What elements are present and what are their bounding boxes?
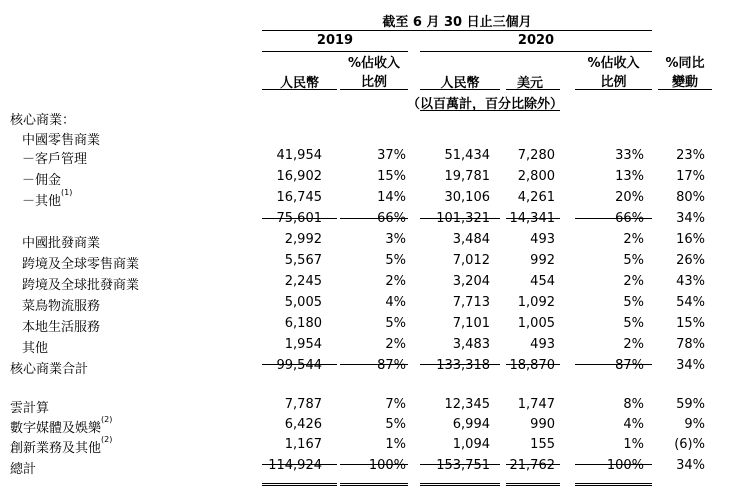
cell-rmb-2019: 1,954 [284, 337, 322, 352]
cell-pct-2020: 66% [615, 211, 644, 226]
cell-pct-2019: 66% [377, 211, 406, 226]
cell-pct-2020: 5% [623, 316, 644, 331]
total-rule [340, 464, 408, 465]
cell-pct-2019: 15% [377, 169, 406, 184]
cell-usd-2020: 18,870 [509, 358, 555, 373]
cell-usd-2020: 493 [530, 337, 555, 352]
cell-yoy-change: 59% [676, 397, 705, 412]
cell-pct-2019: 3% [385, 232, 406, 247]
row-label-text: 中國零售商業 [22, 133, 101, 148]
cell-yoy-change: 54% [676, 295, 705, 310]
cell-pct-2020: 1% [623, 437, 644, 452]
cell-pct-2019: 87% [377, 358, 406, 373]
cell-yoy-change: 34% [676, 358, 705, 373]
grand-total-rule [340, 483, 408, 486]
divider [262, 89, 337, 90]
cell-yoy-change: 80% [676, 190, 705, 205]
cell-usd-2020: 1,092 [517, 295, 555, 310]
cell-usd-2020: 1,747 [517, 397, 555, 412]
row-label-text: 跨境及全球零售商業 [22, 257, 140, 272]
year-2019-heading: 2019 [316, 33, 354, 48]
row-label-text: 中國批發商業 [22, 236, 101, 251]
cell-pct-2020: 8% [623, 397, 644, 412]
cell-pct-2020: 5% [623, 253, 644, 268]
cell-yoy-change: 23% [676, 148, 705, 163]
cell-rmb-2019: 6,180 [284, 316, 322, 331]
divider [575, 89, 652, 90]
cell-rmb-2020: 7,101 [452, 316, 490, 331]
row-label-text: 其他 [22, 341, 49, 356]
cell-rmb-2019: 7,787 [284, 397, 322, 412]
cell-pct-2020: 5% [623, 295, 644, 310]
cell-pct-2020: 2% [623, 232, 644, 247]
row-label [10, 437, 112, 456]
row-label [22, 190, 72, 209]
divider [420, 110, 560, 111]
row-label-text: 核心商業： [10, 113, 76, 128]
col-pct-2020-line2: 比例 [600, 75, 627, 90]
cell-rmb-2019: 99,544 [276, 358, 322, 373]
cell-pct-2019: 5% [385, 417, 406, 432]
total-rule [262, 464, 337, 465]
cell-pct-2020: 100% [606, 458, 644, 473]
cell-yoy-change: 16% [676, 232, 705, 247]
row-label-text: 創新業務及其他 [10, 441, 102, 456]
cell-rmb-2019: 2,245 [284, 274, 322, 289]
cell-usd-2020: 14,341 [509, 211, 555, 226]
row-label-text: 跨境及全球批發商業 [22, 278, 140, 293]
cell-yoy-change: 78% [676, 337, 705, 352]
cell-usd-2020: 21,762 [509, 458, 555, 473]
cell-pct-2020: 13% [615, 169, 644, 184]
cell-usd-2020: 992 [530, 253, 555, 268]
grand-total-rule [420, 483, 500, 486]
cell-usd-2020: 2,800 [517, 169, 555, 184]
cell-yoy-change: 15% [676, 316, 705, 331]
cell-yoy-change: 34% [676, 458, 705, 473]
cell-pct-2020: 33% [615, 148, 644, 163]
row-label [10, 417, 112, 436]
col-rmb-2019: 人民幣 [279, 76, 319, 91]
cell-yoy-change: 26% [676, 253, 705, 268]
cell-pct-2020: 2% [623, 337, 644, 352]
cell-rmb-2020: 153,751 [436, 458, 490, 473]
cell-pct-2019: 37% [377, 148, 406, 163]
cell-usd-2020: 990 [530, 417, 555, 432]
year-2020-heading: 2020 [517, 33, 555, 48]
cell-rmb-2019: 75,601 [276, 211, 322, 226]
total-rule [420, 464, 500, 465]
row-label [10, 397, 49, 416]
row-label-text: 本地生活服務 [22, 320, 101, 335]
subtotal-rule [420, 218, 500, 219]
cell-pct-2019: 100% [368, 458, 406, 473]
row-label [22, 148, 87, 167]
cell-rmb-2019: 114,924 [268, 458, 322, 473]
cell-pct-2019: 7% [385, 397, 406, 412]
cell-rmb-2020: 3,204 [452, 274, 490, 289]
row-label-text: －佣金 [22, 173, 62, 188]
row-label-text: 數字媒體及娛樂 [10, 421, 102, 436]
core-total-rule [506, 364, 560, 365]
unit-note: （以百萬計，百分比除外） [406, 97, 563, 112]
row-label [22, 295, 100, 314]
col-rmb-2020: 人民幣 [440, 76, 480, 91]
cell-pct-2020: 20% [615, 190, 644, 205]
divider [262, 30, 652, 31]
col-pct-2019-line2: 比例 [360, 75, 387, 90]
cell-usd-2020: 1,005 [517, 316, 555, 331]
row-label-text: 總計 [10, 462, 37, 477]
cell-usd-2020: 7,280 [517, 148, 555, 163]
cell-rmb-2019: 2,992 [284, 232, 322, 247]
cell-usd-2020: 155 [530, 437, 555, 452]
col-pct-2020-line1: %佔收入 [587, 56, 640, 71]
core-total-rule [575, 364, 652, 365]
row-label-text: －其他 [22, 194, 62, 209]
cell-yoy-change: 43% [676, 274, 705, 289]
row-label [22, 169, 61, 188]
grand-total-rule [575, 483, 652, 486]
cell-pct-2019: 5% [385, 253, 406, 268]
row-label-text: 雲計算 [10, 401, 50, 416]
cell-pct-2020: 4% [623, 417, 644, 432]
cell-rmb-2020: 7,012 [452, 253, 490, 268]
cell-pct-2019: 14% [377, 190, 406, 205]
row-label-text: 菜鳥物流服務 [22, 299, 101, 314]
row-label [22, 337, 48, 356]
divider [658, 89, 712, 90]
row-label [22, 316, 100, 335]
cell-usd-2020: 493 [530, 232, 555, 247]
row-label [10, 109, 75, 128]
cell-rmb-2020: 30,106 [444, 190, 490, 205]
subtotal-rule [262, 218, 337, 219]
total-rule [575, 464, 652, 465]
footnote-marker: (1) [61, 188, 73, 197]
row-label [22, 129, 100, 148]
cell-rmb-2019: 5,567 [284, 253, 322, 268]
cell-usd-2020: 454 [530, 274, 555, 289]
col-pct-2019-line1: %佔收入 [347, 56, 401, 71]
core-total-rule [340, 364, 408, 365]
cell-rmb-2019: 5,005 [284, 295, 322, 310]
grand-total-rule [506, 483, 560, 486]
cell-yoy-change: 34% [676, 211, 705, 226]
subtotal-rule [506, 218, 560, 219]
cell-rmb-2020: 51,434 [444, 148, 490, 163]
divider [420, 89, 500, 90]
cell-usd-2020: 4,261 [517, 190, 555, 205]
subtotal-rule [575, 218, 652, 219]
period-title: 截至 6 月 30 日止三個月 [382, 15, 532, 30]
cell-pct-2019: 5% [385, 316, 406, 331]
cell-pct-2019: 2% [385, 274, 406, 289]
cell-rmb-2019: 41,954 [276, 148, 322, 163]
cell-pct-2020: 87% [615, 358, 644, 373]
cell-rmb-2020: 133,318 [436, 358, 490, 373]
subtotal-rule [340, 218, 408, 219]
cell-rmb-2020: 6,994 [452, 417, 490, 432]
cell-rmb-2020: 101,321 [436, 211, 490, 226]
cell-rmb-2020: 7,713 [452, 295, 490, 310]
total-rule [506, 464, 560, 465]
cell-rmb-2019: 16,902 [276, 169, 322, 184]
row-label-text: －客戶管理 [22, 152, 88, 167]
divider [506, 89, 560, 90]
core-total-rule [420, 364, 500, 365]
cell-yoy-change: 9% [684, 417, 705, 432]
core-total-rule [262, 364, 337, 365]
row-label [22, 274, 139, 293]
col-yoy-line2: 變動 [671, 75, 698, 90]
footnote-marker: (2) [101, 435, 113, 444]
row-label [22, 253, 139, 272]
row-label [10, 458, 36, 477]
cell-pct-2019: 1% [385, 437, 406, 452]
divider [340, 89, 408, 90]
grand-total-rule [262, 483, 337, 486]
cell-yoy-change: (6)% [674, 437, 705, 452]
cell-rmb-2019: 16,745 [276, 190, 322, 205]
cell-pct-2019: 4% [385, 295, 406, 310]
footnote-marker: (2) [101, 415, 113, 424]
cell-rmb-2020: 3,484 [452, 232, 490, 247]
row-label [22, 232, 100, 251]
cell-rmb-2020: 19,781 [444, 169, 490, 184]
col-usd-2020: 美元 [516, 76, 543, 91]
row-label [10, 358, 88, 377]
cell-rmb-2020: 3,483 [452, 337, 490, 352]
cell-rmb-2020: 1,094 [452, 437, 490, 452]
cell-yoy-change: 17% [676, 169, 705, 184]
cell-rmb-2019: 6,426 [284, 417, 322, 432]
cell-pct-2020: 2% [623, 274, 644, 289]
cell-rmb-2019: 1,167 [284, 437, 322, 452]
cell-rmb-2020: 12,345 [444, 397, 490, 412]
row-label-text: 核心商業合計 [10, 362, 89, 377]
cell-pct-2019: 2% [385, 337, 406, 352]
col-yoy-line1: %同比 [665, 56, 705, 71]
